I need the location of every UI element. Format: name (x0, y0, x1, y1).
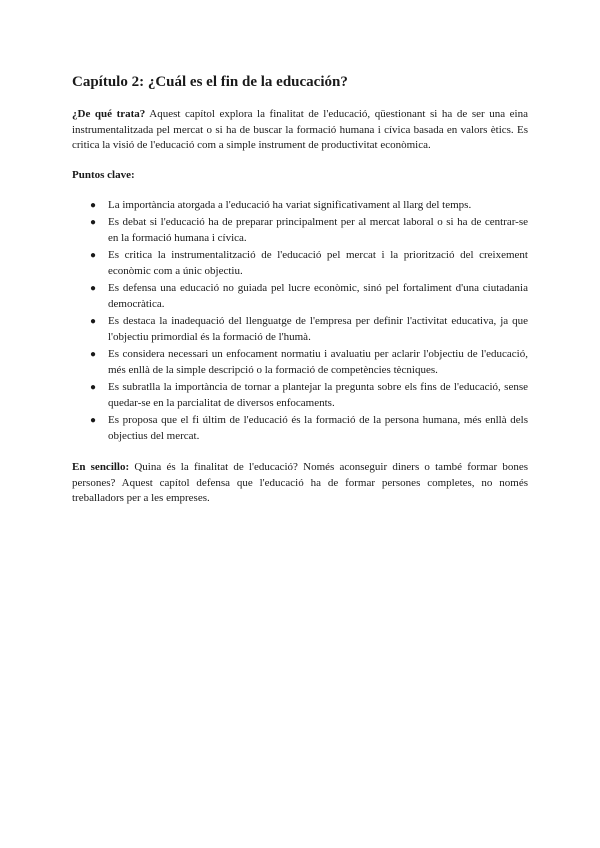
bullet-icon: ● (90, 316, 97, 327)
intro-paragraph (72, 107, 528, 154)
bullet-icon: ● (90, 199, 97, 211)
list-item-text: Es defensa una educació no guiada pel lucre econòmic, sinó pel fortaliment d'una ciutadania democràtica. (108, 282, 528, 310)
summary-label: En sencillo: (72, 461, 130, 473)
list-item-text: Es considera necessari un enfocament normatiu i avaluatiu per aclarir l'objectiu de l'educació, més enllà de la simple descripció o la formació de competències tècniques. (108, 348, 528, 376)
key-points-heading: Puntos clave: (72, 168, 135, 181)
list-item-text: Es debat si l'educació ha de preparar principalment per al mercat laboral o si ha de centrar-se en la formació humana i cívica. (108, 216, 528, 244)
list-item (72, 248, 528, 279)
list-item-text: Es subratlla la importància de tornar a plantejar la pregunta sobre els fins de l'educació, sense quedar-se en la parcialitat de diversos enfocaments. (108, 381, 528, 409)
bullet-icon: ● (90, 217, 97, 228)
list-item-text: La importància atorgada a l'educació ha variat significativament al llarg del temps. (108, 198, 472, 211)
list-item (72, 215, 528, 246)
list-item (72, 347, 528, 378)
list-item (72, 413, 528, 444)
document-page (72, 72, 528, 507)
list-item (72, 198, 528, 214)
summary-text: Quina és la finalitat de l'educació? Només aconseguir diners o també formar bones persones? Aquest capítol defensa que l'educació ha de formar persones completes, no només treballadors per a les empreses. (72, 461, 528, 504)
bullet-icon: ● (90, 250, 97, 261)
list-item-text: Es critica la instrumentalització de l'educació pel mercat i la priorització del creixement econòmic com a únic objectiu. (108, 249, 528, 277)
list-item-text: Es destaca la inadequació del llenguatge de l'empresa per definir l'activitat educativa, ja que l'objectiu primordial és la formació de l'humà. (108, 315, 528, 343)
intro-label: ¿De qué trata? (72, 108, 146, 120)
key-points-list (72, 198, 528, 445)
bullet-icon: ● (90, 283, 97, 294)
bullet-icon: ● (90, 349, 97, 360)
bullet-icon: ● (90, 415, 97, 426)
bullet-icon: ● (90, 382, 97, 393)
list-item (72, 314, 528, 345)
list-item (72, 281, 528, 312)
list-item-text: Es proposa que el fi últim de l'educació és la formació de la persona humana, més enllà dels objectius del mercat. (108, 414, 528, 442)
chapter-title: Capítulo 2: ¿Cuál es el fin de la educación? (72, 74, 348, 90)
intro-text: Aquest capítol explora la finalitat de l'educació, qüestionant si ha de ser una eina instrumentalitzada pel mercat o si ha de buscar la formació humana i cívica basada en valors ètics. Es critica la visió de l'educació com a simple instrument de productivitat econòmica. (72, 108, 528, 151)
list-item (72, 380, 528, 411)
summary-paragraph (72, 460, 528, 507)
